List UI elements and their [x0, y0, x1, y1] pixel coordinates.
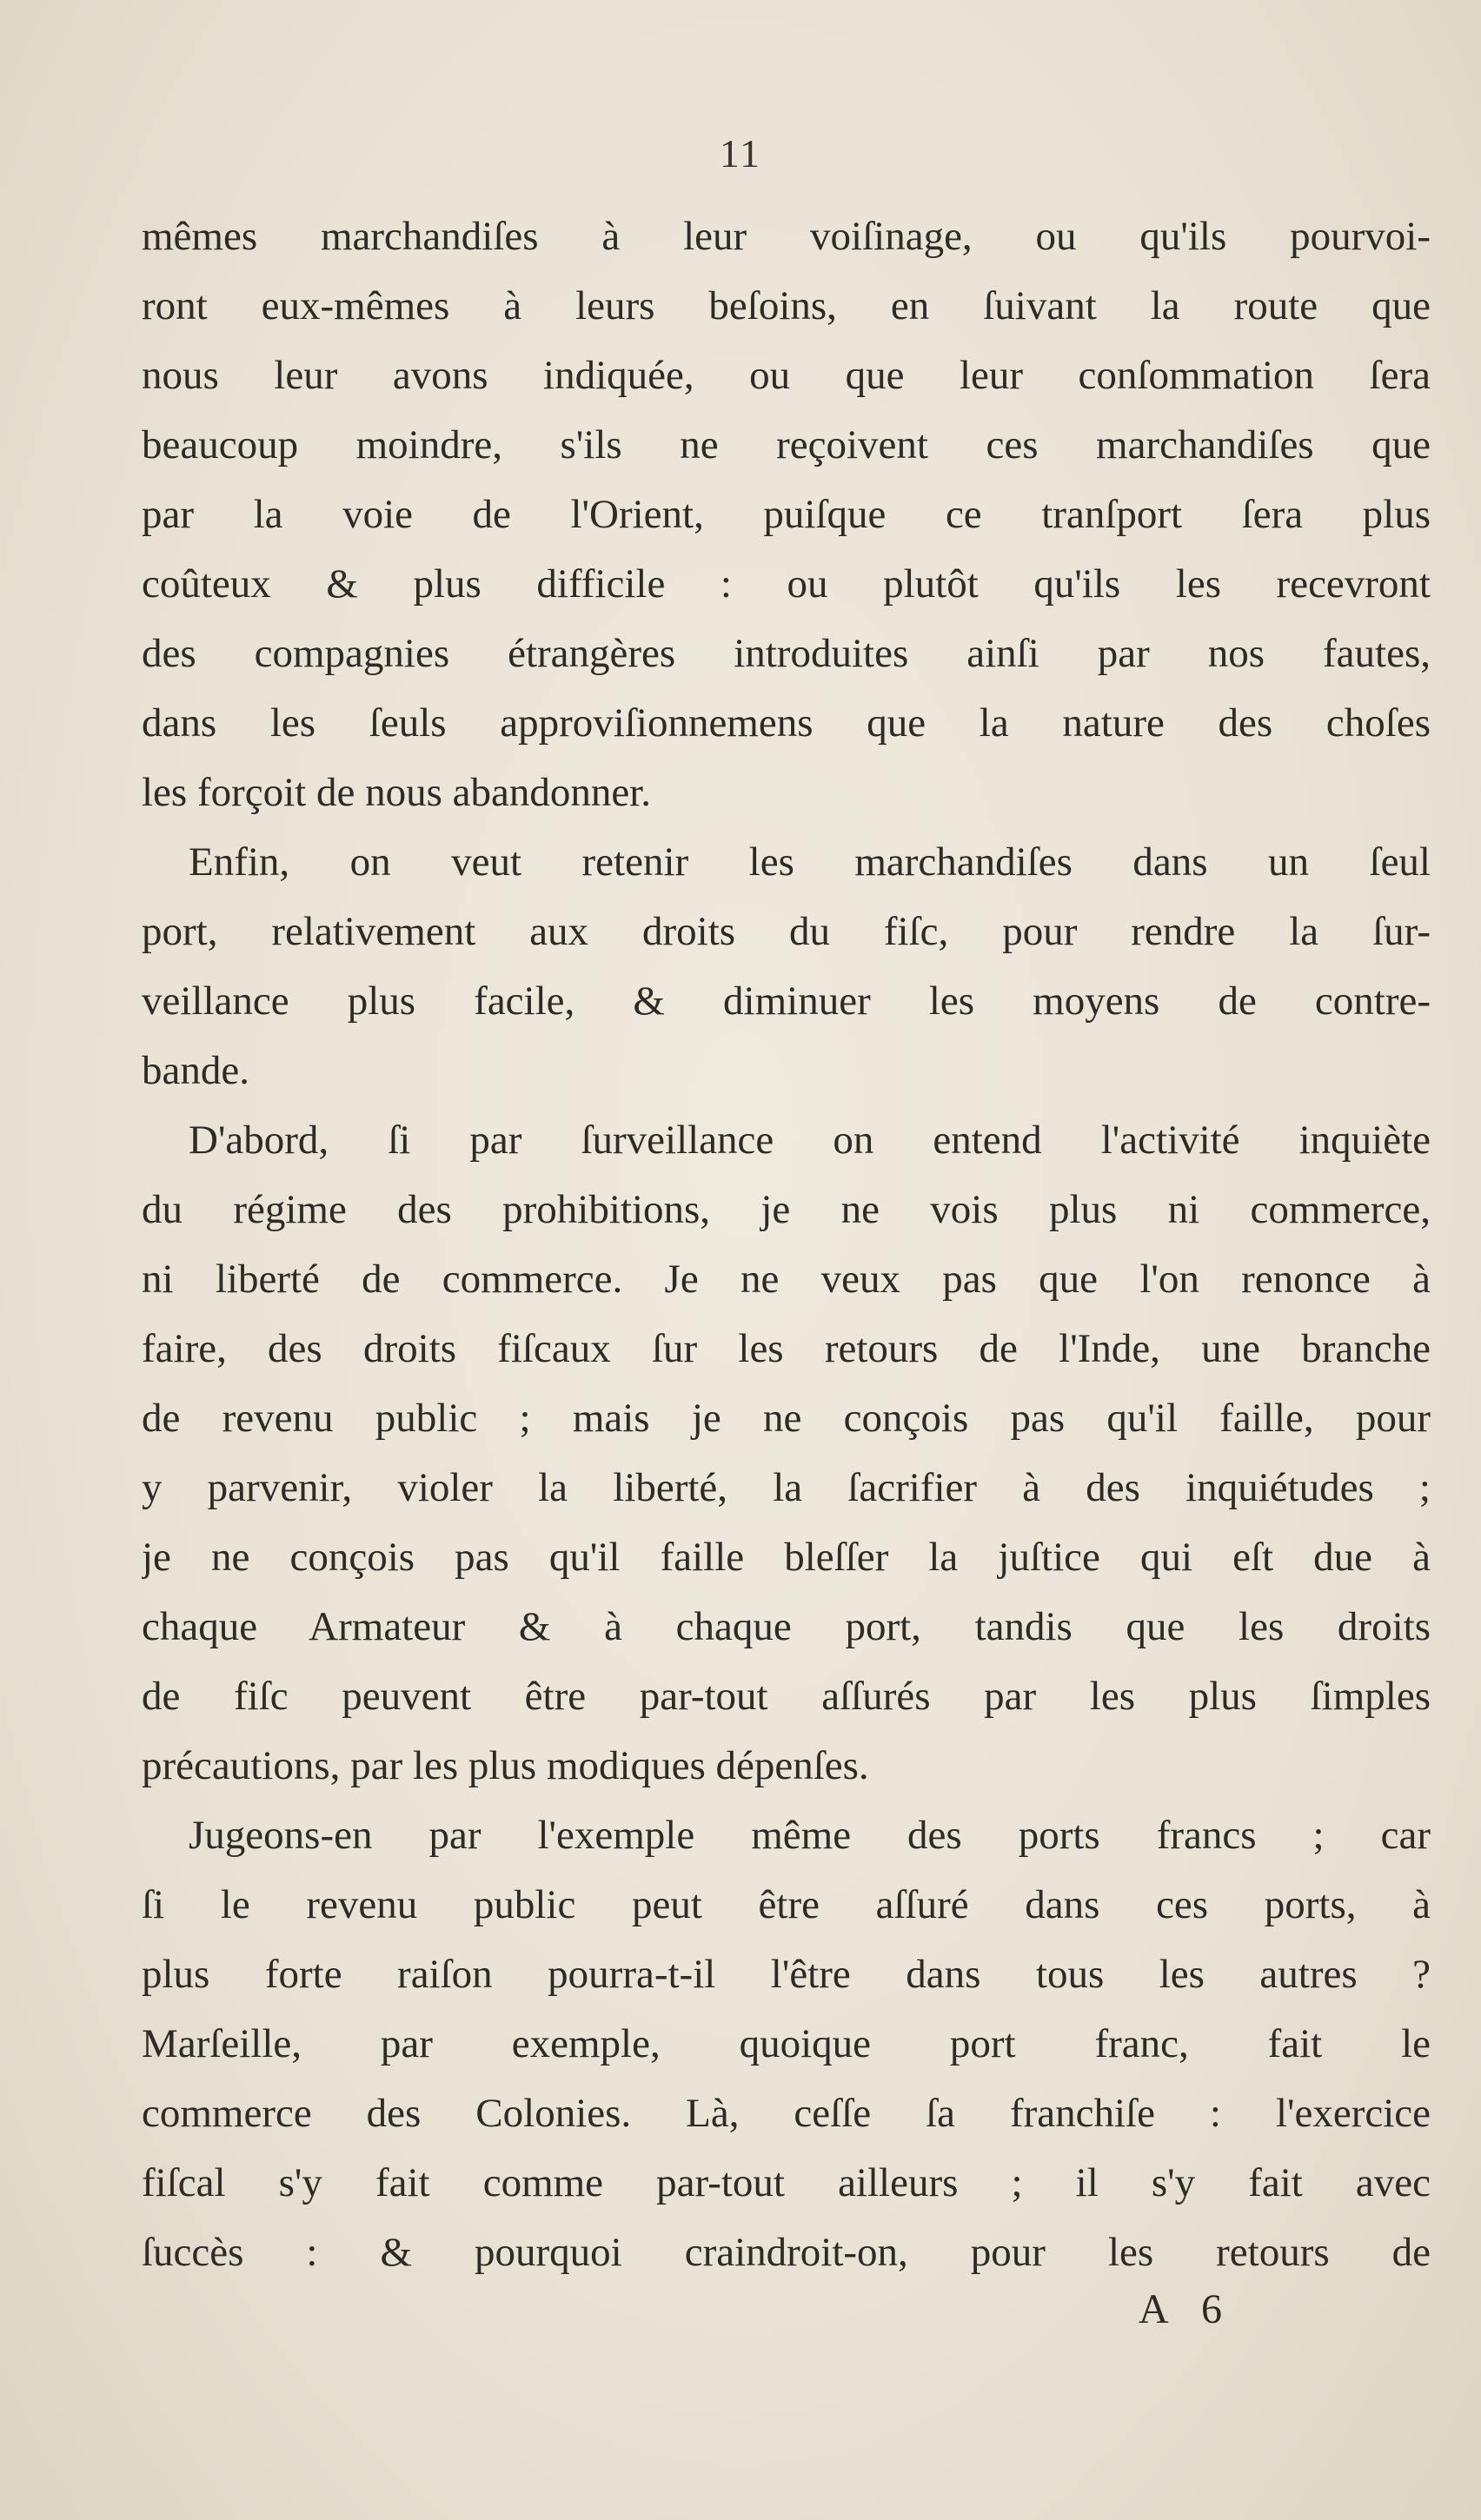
- text-line: fiſcal s'y fait comme par-tout ailleurs ; il s'y fait avec: [142, 2160, 1431, 2205]
- text-line: de revenu public ; mais je ne conçois pas qu'il faille, pour: [142, 1396, 1431, 1441]
- text-line: précautions, par les plus modiques dépenſes.: [142, 1743, 869, 1788]
- text-line: y parvenir, violer la liberté, la ſacrifier à des inquiétudes ;: [142, 1465, 1431, 1510]
- text-line: commerce des Colonies. Là, ceſſe ſa franchiſe : l'exercice: [142, 2091, 1431, 2136]
- text-line: je ne conçois pas qu'il faille bleſſer la juſtice qui eſt due à: [142, 1535, 1431, 1580]
- text-line: ni liberté de commerce. Je ne veux pas que l'on renonce à: [142, 1257, 1431, 1302]
- page-number: 11: [719, 131, 762, 176]
- text-line: mêmes marchandiſes à leur voiſinage, ou qu'ils pourvoi-: [142, 214, 1431, 259]
- text-line: ront eux-mêmes à leurs beſoins, en ſuivant la route que: [142, 283, 1431, 328]
- text-line: par la voie de l'Orient, puiſque ce tranſport ſera plus: [142, 492, 1431, 537]
- text-line: les forçoit de nous abandonner.: [142, 770, 652, 815]
- text-line: bande.: [142, 1048, 249, 1093]
- text-line: nous leur avons indiquée, ou que leur conſommation ſera: [142, 353, 1431, 398]
- text-line: veillance plus facile, & diminuer les moyens de contre-: [142, 978, 1431, 1024]
- text-line: de fiſc peuvent être par-tout aſſurés par les plus ſimples: [142, 1674, 1431, 1719]
- body-text: [142, 202, 1431, 2287]
- text-line: chaque Armateur & à chaque port, tandis que les droits: [142, 1604, 1431, 1649]
- text-line: coûteux & plus difficile : ou plutôt qu'ils les recevront: [142, 561, 1431, 607]
- text-line: plus forte raiſon pourra-t-il l'être dans tous les autres ?: [142, 1952, 1431, 1997]
- text-line: ſuccès : & pourquoi craindroit-on, pour les retours de: [142, 2230, 1431, 2275]
- text-line: dans les ſeuls approviſionnemens que la nature des choſes: [142, 700, 1431, 746]
- text-line: ſi le revenu public peut être aſſuré dans ces ports, à: [142, 1882, 1431, 1927]
- text-line: faire, des droits fiſcaux ſur les retours de l'Inde, une branche: [142, 1326, 1431, 1371]
- text-line: Marſeille, par exemple, quoique port franc, fait le: [142, 2021, 1431, 2066]
- text-line: du régime des prohibitions, je ne vois plus ni commerce,: [142, 1187, 1431, 1232]
- text-line: D'abord, ſi par ſurveillance on entend l'activité inquiète: [189, 1117, 1431, 1163]
- text-line: Enfin, on veut retenir les marchandiſes dans un ſeul: [189, 839, 1431, 885]
- text-line: Jugeons-en par l'exemple même des ports francs ; car: [189, 1813, 1431, 1858]
- text-line: des compagnies étrangères introduites ainſi par nos fautes,: [142, 631, 1431, 676]
- text-line: port, relativement aux droits du fiſc, pour rendre la ſur-: [142, 909, 1431, 954]
- text-line: beaucoup moindre, s'ils ne reçoivent ces marchandiſes que: [142, 422, 1431, 468]
- signature-mark: A 6: [1139, 2286, 1235, 2332]
